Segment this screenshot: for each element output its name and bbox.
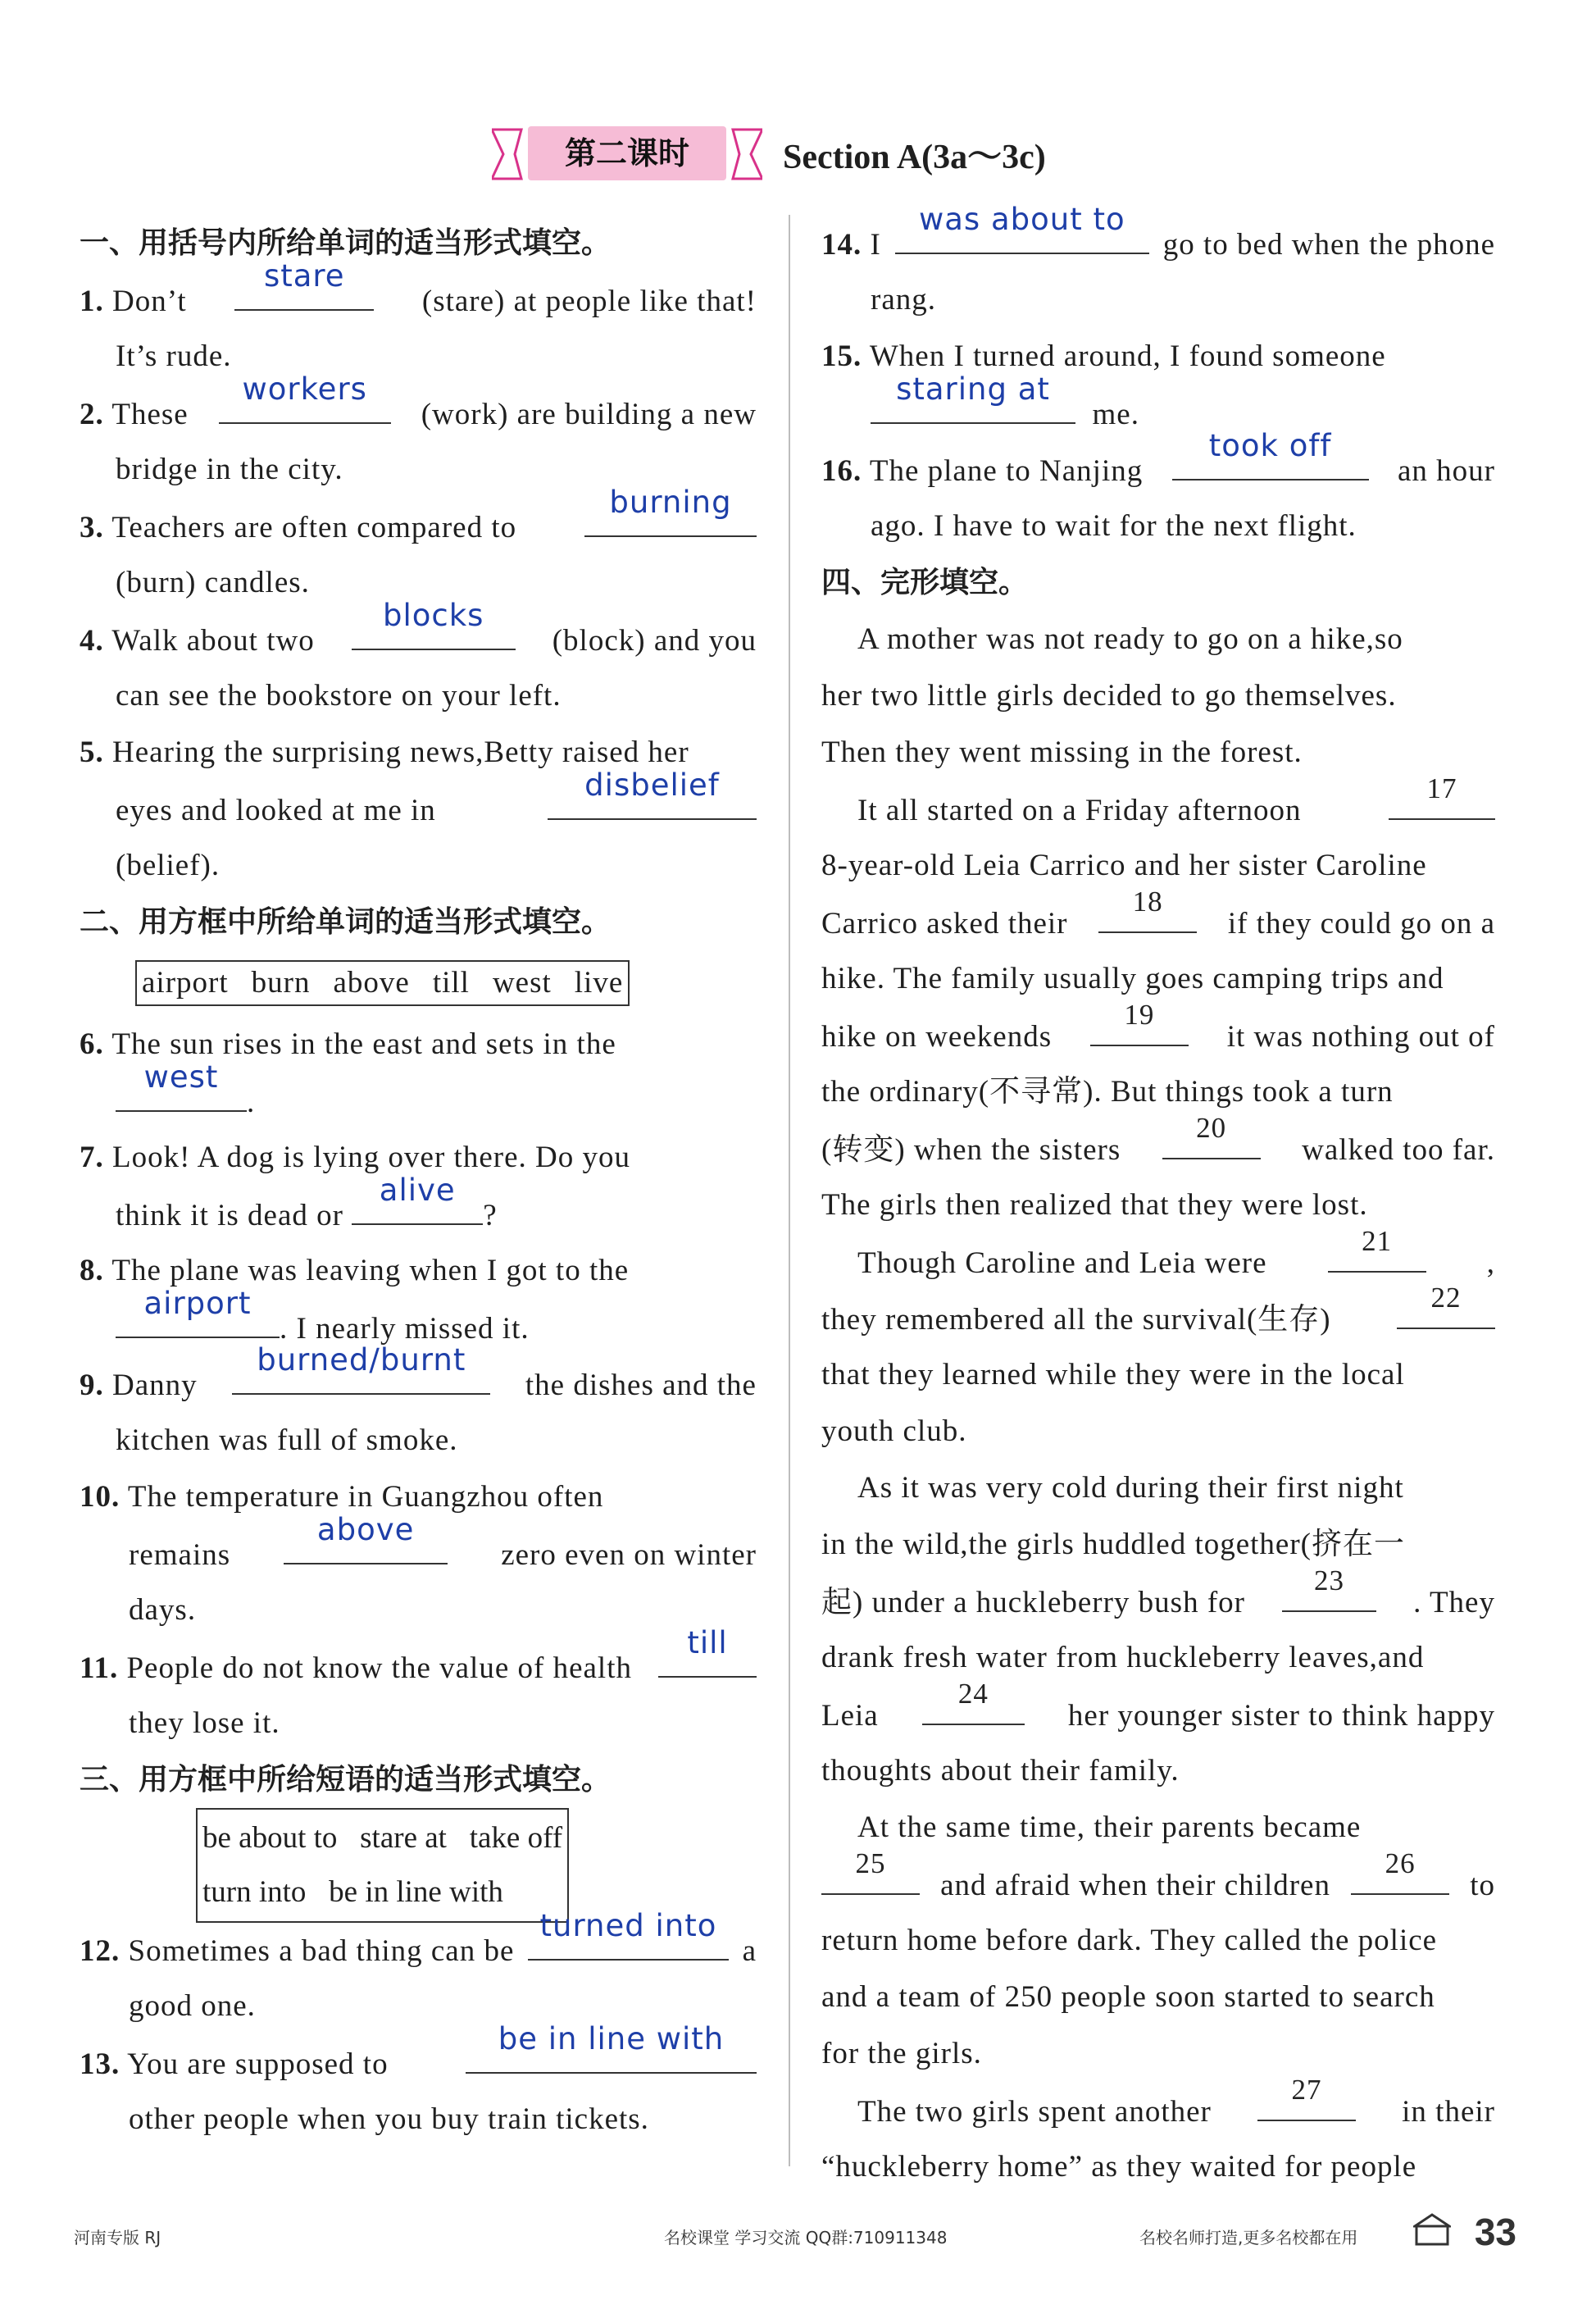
phrase-box xyxy=(196,1808,569,1923)
question-10-cont: days. xyxy=(129,1593,197,1627)
part2-heading: 二、用方框中所给单词的适当形式填空。 xyxy=(80,905,612,939)
answer-text: disbelief xyxy=(584,767,720,803)
question-text: zero even on winter xyxy=(501,1538,757,1572)
lesson-badge xyxy=(492,121,762,187)
question-number: 10. xyxy=(80,1480,120,1514)
question-text: The sun rises in the east and sets in the xyxy=(111,1027,616,1061)
question-number: 12. xyxy=(80,1934,120,1968)
answer-text: above xyxy=(316,1512,415,1547)
blank-number: 26 xyxy=(1385,1847,1416,1879)
cloze-blank[interactable] xyxy=(922,1678,1025,1725)
question-13-cont: other people when you buy train tickets. xyxy=(129,2102,649,2136)
cloze-blank[interactable] xyxy=(1397,1282,1495,1329)
question-number: 14. xyxy=(821,228,862,262)
question-9 xyxy=(80,1342,757,1412)
answer-text: burned/burnt xyxy=(257,1342,466,1378)
page-header xyxy=(492,121,1115,187)
passage-line: return home before dark. They called the police xyxy=(821,1924,1438,1957)
blank-number: 19 xyxy=(1124,999,1155,1031)
section-title: Section A(3a～3c) xyxy=(783,139,1046,176)
passage-line xyxy=(821,1564,1495,1629)
part3-heading: 三、用方框中所给短语的适当形式填空。 xyxy=(80,1763,612,1797)
question-number: 4. xyxy=(80,624,104,658)
page-footer xyxy=(74,2210,1516,2259)
question-text: . I nearly missed it. xyxy=(280,1312,530,1346)
answer-blank[interactable] xyxy=(232,1342,490,1395)
question-text: Look! A dog is lying over there. Do you xyxy=(112,1141,630,1174)
answer-text: took off xyxy=(1208,428,1332,463)
passage-line xyxy=(821,2074,1495,2138)
answer-text: turned into xyxy=(539,1908,717,1943)
question-text: me. xyxy=(1092,398,1139,431)
passage-line: and a team of 250 people soon started to search xyxy=(821,1980,1435,2014)
question-14-cont: rang. xyxy=(871,283,936,317)
blank-number: 23 xyxy=(1314,1564,1345,1596)
question-text: I xyxy=(870,228,881,262)
question-text: (block) and you xyxy=(552,624,757,658)
question-1-cont: It’s rude. xyxy=(116,339,232,373)
passage-line: A mother was not ready to go on a hike,so xyxy=(857,622,1403,656)
passage-line: the ordinary(不寻常). But things took a turn xyxy=(821,1075,1394,1109)
answer-blank[interactable] xyxy=(1172,428,1369,480)
passage-line xyxy=(821,1112,1495,1177)
answer-blank[interactable] xyxy=(352,598,516,650)
answer-text: be in line with xyxy=(498,2021,725,2056)
answer-blank[interactable] xyxy=(116,1059,247,1112)
cloze-blank[interactable] xyxy=(1090,999,1189,1046)
question-5-cont: (belief). xyxy=(116,849,221,882)
question-number: 7. xyxy=(80,1141,104,1174)
word-option: west xyxy=(492,966,552,1000)
question-3-cont: (burn) candles. xyxy=(116,566,310,599)
word-option: live xyxy=(574,966,624,1000)
answer-text: alive xyxy=(379,1173,456,1208)
word-box-row xyxy=(80,950,757,1016)
question-15-cont xyxy=(821,371,1495,441)
footer-edition: 河南专版 RJ xyxy=(74,2228,161,2248)
passage-line: At the same time, their parents became xyxy=(857,1810,1362,1844)
question-text: When I turned around, I found someone xyxy=(869,339,1386,373)
question-text: Sometimes a bad thing can be xyxy=(128,1934,515,1968)
question-number: 1. xyxy=(80,285,104,318)
passage-line: drank fresh water from huckleberry leaves,and xyxy=(821,1641,1425,1674)
passage-text: 起) under a huckleberry bush for xyxy=(821,1586,1245,1619)
question-text: think it is dead or xyxy=(116,1199,343,1232)
question-number: 5. xyxy=(80,736,104,769)
question-text: an hour xyxy=(1397,454,1495,488)
passage-text: Leia xyxy=(821,1699,879,1733)
part4-heading: 四、完形填空。 xyxy=(821,566,1029,599)
answer-blank[interactable] xyxy=(466,2021,757,2074)
passage-line xyxy=(821,772,1495,837)
question-5-mid xyxy=(80,767,757,837)
answer-text: was about to xyxy=(918,202,1125,237)
passage-line: 8-year-old Leia Carrico and her sister Caroline xyxy=(821,849,1427,882)
passage-text: Though Caroline and Leia were xyxy=(857,1246,1267,1280)
question-text: The temperature in Guangzhou often xyxy=(127,1480,604,1514)
passage-text: they remembered all the survival(生存) xyxy=(821,1303,1331,1337)
question-number: 6. xyxy=(80,1027,104,1061)
lesson-badge-text: 第二课时 xyxy=(564,135,689,171)
cloze-blank[interactable] xyxy=(1162,1112,1261,1159)
answer-text: staring at xyxy=(896,371,1050,407)
question-number: 3. xyxy=(80,511,104,544)
answer-blank[interactable] xyxy=(584,485,757,537)
question-text: a xyxy=(742,1934,757,1968)
answer-blank[interactable] xyxy=(528,1908,729,1961)
question-number: 11. xyxy=(80,1651,119,1685)
cloze-blank[interactable] xyxy=(821,1847,920,1895)
question-text: You are supposed to xyxy=(127,2047,389,2081)
question-number: 8. xyxy=(80,1254,104,1287)
answer-text: west xyxy=(143,1059,219,1095)
question-text: Walk about two xyxy=(111,624,315,658)
phrase-option: be in line with xyxy=(329,1875,503,1909)
passage-line: As it was very cold during their first night xyxy=(857,1471,1404,1505)
question-text: (work) are building a new xyxy=(421,398,757,431)
passage-text: hike on weekends xyxy=(821,1020,1053,1054)
passage-line: in the wild,the girls huddled together(挤在一 xyxy=(821,1528,1405,1561)
answer-text: blocks xyxy=(382,598,484,633)
passage-text: and afraid when their children xyxy=(940,1869,1330,1902)
question-2 xyxy=(80,371,757,441)
blank-number: 20 xyxy=(1196,1112,1227,1144)
phrase-option: take off xyxy=(469,1821,563,1855)
column-divider xyxy=(789,215,790,2166)
answer-blank[interactable] xyxy=(284,1512,448,1564)
page-number: 33 xyxy=(1474,2211,1516,2253)
question-text: These xyxy=(111,398,189,431)
answer-blank[interactable] xyxy=(548,767,757,820)
question-16-cont: ago. I have to wait for the next flight. xyxy=(871,509,1357,543)
cloze-blank[interactable] xyxy=(1282,1564,1376,1612)
passage-text: walked too far. xyxy=(1302,1133,1495,1167)
passage-line xyxy=(821,1678,1495,1742)
passage-text: her younger sister to think happy xyxy=(1067,1699,1495,1733)
passage-text: to xyxy=(1470,1869,1495,1902)
passage-line: hike. The family usually goes camping trips and xyxy=(821,962,1444,995)
answer-blank[interactable] xyxy=(895,202,1149,254)
passage-line xyxy=(821,1282,1495,1346)
question-text: The plane was leaving when I got to the xyxy=(111,1254,630,1287)
passage-text: in their xyxy=(1402,2095,1495,2129)
passage-line xyxy=(821,999,1495,1063)
passage-line xyxy=(821,1225,1495,1290)
blank-number: 24 xyxy=(957,1678,989,1710)
question-text: The plane to Nanjing xyxy=(869,454,1144,488)
word-option: burn xyxy=(251,966,311,1000)
word-option: till xyxy=(432,966,470,1000)
blank-number: 17 xyxy=(1426,772,1457,804)
phrase-option: stare at xyxy=(360,1821,447,1855)
question-number: 9. xyxy=(80,1369,104,1402)
blank-number: 18 xyxy=(1132,886,1163,918)
question-16 xyxy=(821,428,1495,498)
word-option: above xyxy=(333,966,410,1000)
question-11 xyxy=(80,1625,757,1695)
phrase-option: be about to xyxy=(202,1821,338,1855)
question-text: go to bed when the phone xyxy=(1162,228,1495,262)
question-text: Danny xyxy=(112,1369,198,1402)
passage-text: , xyxy=(1486,1246,1495,1280)
passage-text: (转变) when the sisters xyxy=(821,1133,1121,1167)
question-text: (stare) at people like that! xyxy=(421,285,757,318)
passage-text: The two girls spent another xyxy=(857,2095,1212,2129)
passage-text: Carrico asked their xyxy=(821,907,1068,940)
question-9-cont: kitchen was full of smoke. xyxy=(116,1423,458,1457)
cloze-blank[interactable] xyxy=(1257,2074,1356,2121)
phrase-option: turn into xyxy=(202,1875,307,1909)
passage-line: The girls then realized that they were lost. xyxy=(821,1188,1368,1222)
answer-text: airport xyxy=(143,1286,252,1321)
question-3 xyxy=(80,485,757,554)
question-4 xyxy=(80,598,757,667)
word-option: airport xyxy=(142,966,229,1000)
passage-line: for the girls. xyxy=(821,2037,982,2070)
question-13 xyxy=(80,2021,757,2091)
question-10-mid xyxy=(80,1512,757,1582)
question-number: 13. xyxy=(80,2047,120,2081)
question-text: eyes and looked at me in xyxy=(116,794,436,827)
passage-line: that they learned while they were in the local xyxy=(821,1358,1405,1391)
passage-line: thoughts about their family. xyxy=(821,1754,1180,1788)
question-text: ? xyxy=(483,1199,498,1232)
publisher-logo-icon xyxy=(1413,2211,1451,2249)
right-column xyxy=(821,202,1495,2195)
cloze-blank[interactable] xyxy=(1098,886,1197,933)
passage-text: it was nothing out of xyxy=(1226,1020,1495,1054)
passage-line: “huckleberry home” as they waited for people xyxy=(821,2150,1417,2184)
word-box xyxy=(135,960,630,1006)
blank-number: 27 xyxy=(1291,2074,1322,2106)
question-2-cont: bridge in the city. xyxy=(116,453,343,486)
answer-blank[interactable] xyxy=(219,371,391,424)
blank-number: 25 xyxy=(855,1847,886,1879)
passage-line: her two little girls decided to go themselves. xyxy=(821,679,1397,713)
question-text: the dishes and the xyxy=(525,1369,757,1402)
footer-qq-group: 名校课堂 学习交流 QQ群:710911348 xyxy=(664,2228,948,2248)
answer-blank[interactable] xyxy=(234,258,374,311)
question-12-cont: good one. xyxy=(129,1989,256,2023)
passage-line xyxy=(821,886,1495,950)
answer-blank[interactable] xyxy=(352,1173,483,1225)
question-text: Teachers are often compared to xyxy=(111,511,517,544)
passage-line xyxy=(821,1847,1495,1912)
footer-slogan: 名校名师打造,更多名校都在用 xyxy=(1139,2228,1358,2248)
question-text: . xyxy=(247,1086,256,1119)
cloze-blank[interactable] xyxy=(1351,1847,1449,1895)
question-number: 2. xyxy=(80,398,104,431)
cloze-blank[interactable] xyxy=(1389,772,1495,820)
question-6-cont xyxy=(80,1059,757,1129)
question-text: People do not know the value of health xyxy=(126,1651,632,1685)
part1-heading: 一、用括号内所给单词的适当形式填空。 xyxy=(80,226,612,260)
question-14 xyxy=(821,202,1495,271)
question-4-cont: can see the bookstore on your left. xyxy=(116,679,562,713)
question-1 xyxy=(80,258,757,328)
question-number: 16. xyxy=(821,454,862,488)
question-number: 15. xyxy=(821,339,862,373)
question-12 xyxy=(80,1908,757,1978)
passage-text: . They xyxy=(1413,1586,1495,1619)
question-text: remains xyxy=(129,1538,231,1572)
cloze-blank[interactable] xyxy=(1328,1225,1426,1273)
passage-text: if they could go on a xyxy=(1227,907,1495,940)
answer-text: burning xyxy=(609,485,732,520)
left-column xyxy=(80,215,757,2147)
passage-line: youth club. xyxy=(821,1414,967,1448)
question-text: Don’t xyxy=(112,285,187,318)
question-text: Hearing the surprising news,Betty raised her xyxy=(112,736,689,769)
answer-blank[interactable] xyxy=(658,1625,757,1678)
answer-text: till xyxy=(687,1625,728,1660)
passage-text: It all started on a Friday afternoon xyxy=(857,794,1302,827)
passage-line: Then they went missing in the forest. xyxy=(821,736,1303,769)
blank-number: 21 xyxy=(1362,1225,1393,1257)
blank-number: 22 xyxy=(1430,1282,1462,1314)
question-7-cont xyxy=(80,1173,757,1242)
answer-text: stare xyxy=(263,258,345,294)
answer-text: workers xyxy=(242,371,367,407)
passage xyxy=(821,611,1495,2195)
question-11-cont: they lose it. xyxy=(129,1706,280,1740)
answer-blank[interactable] xyxy=(871,371,1075,424)
